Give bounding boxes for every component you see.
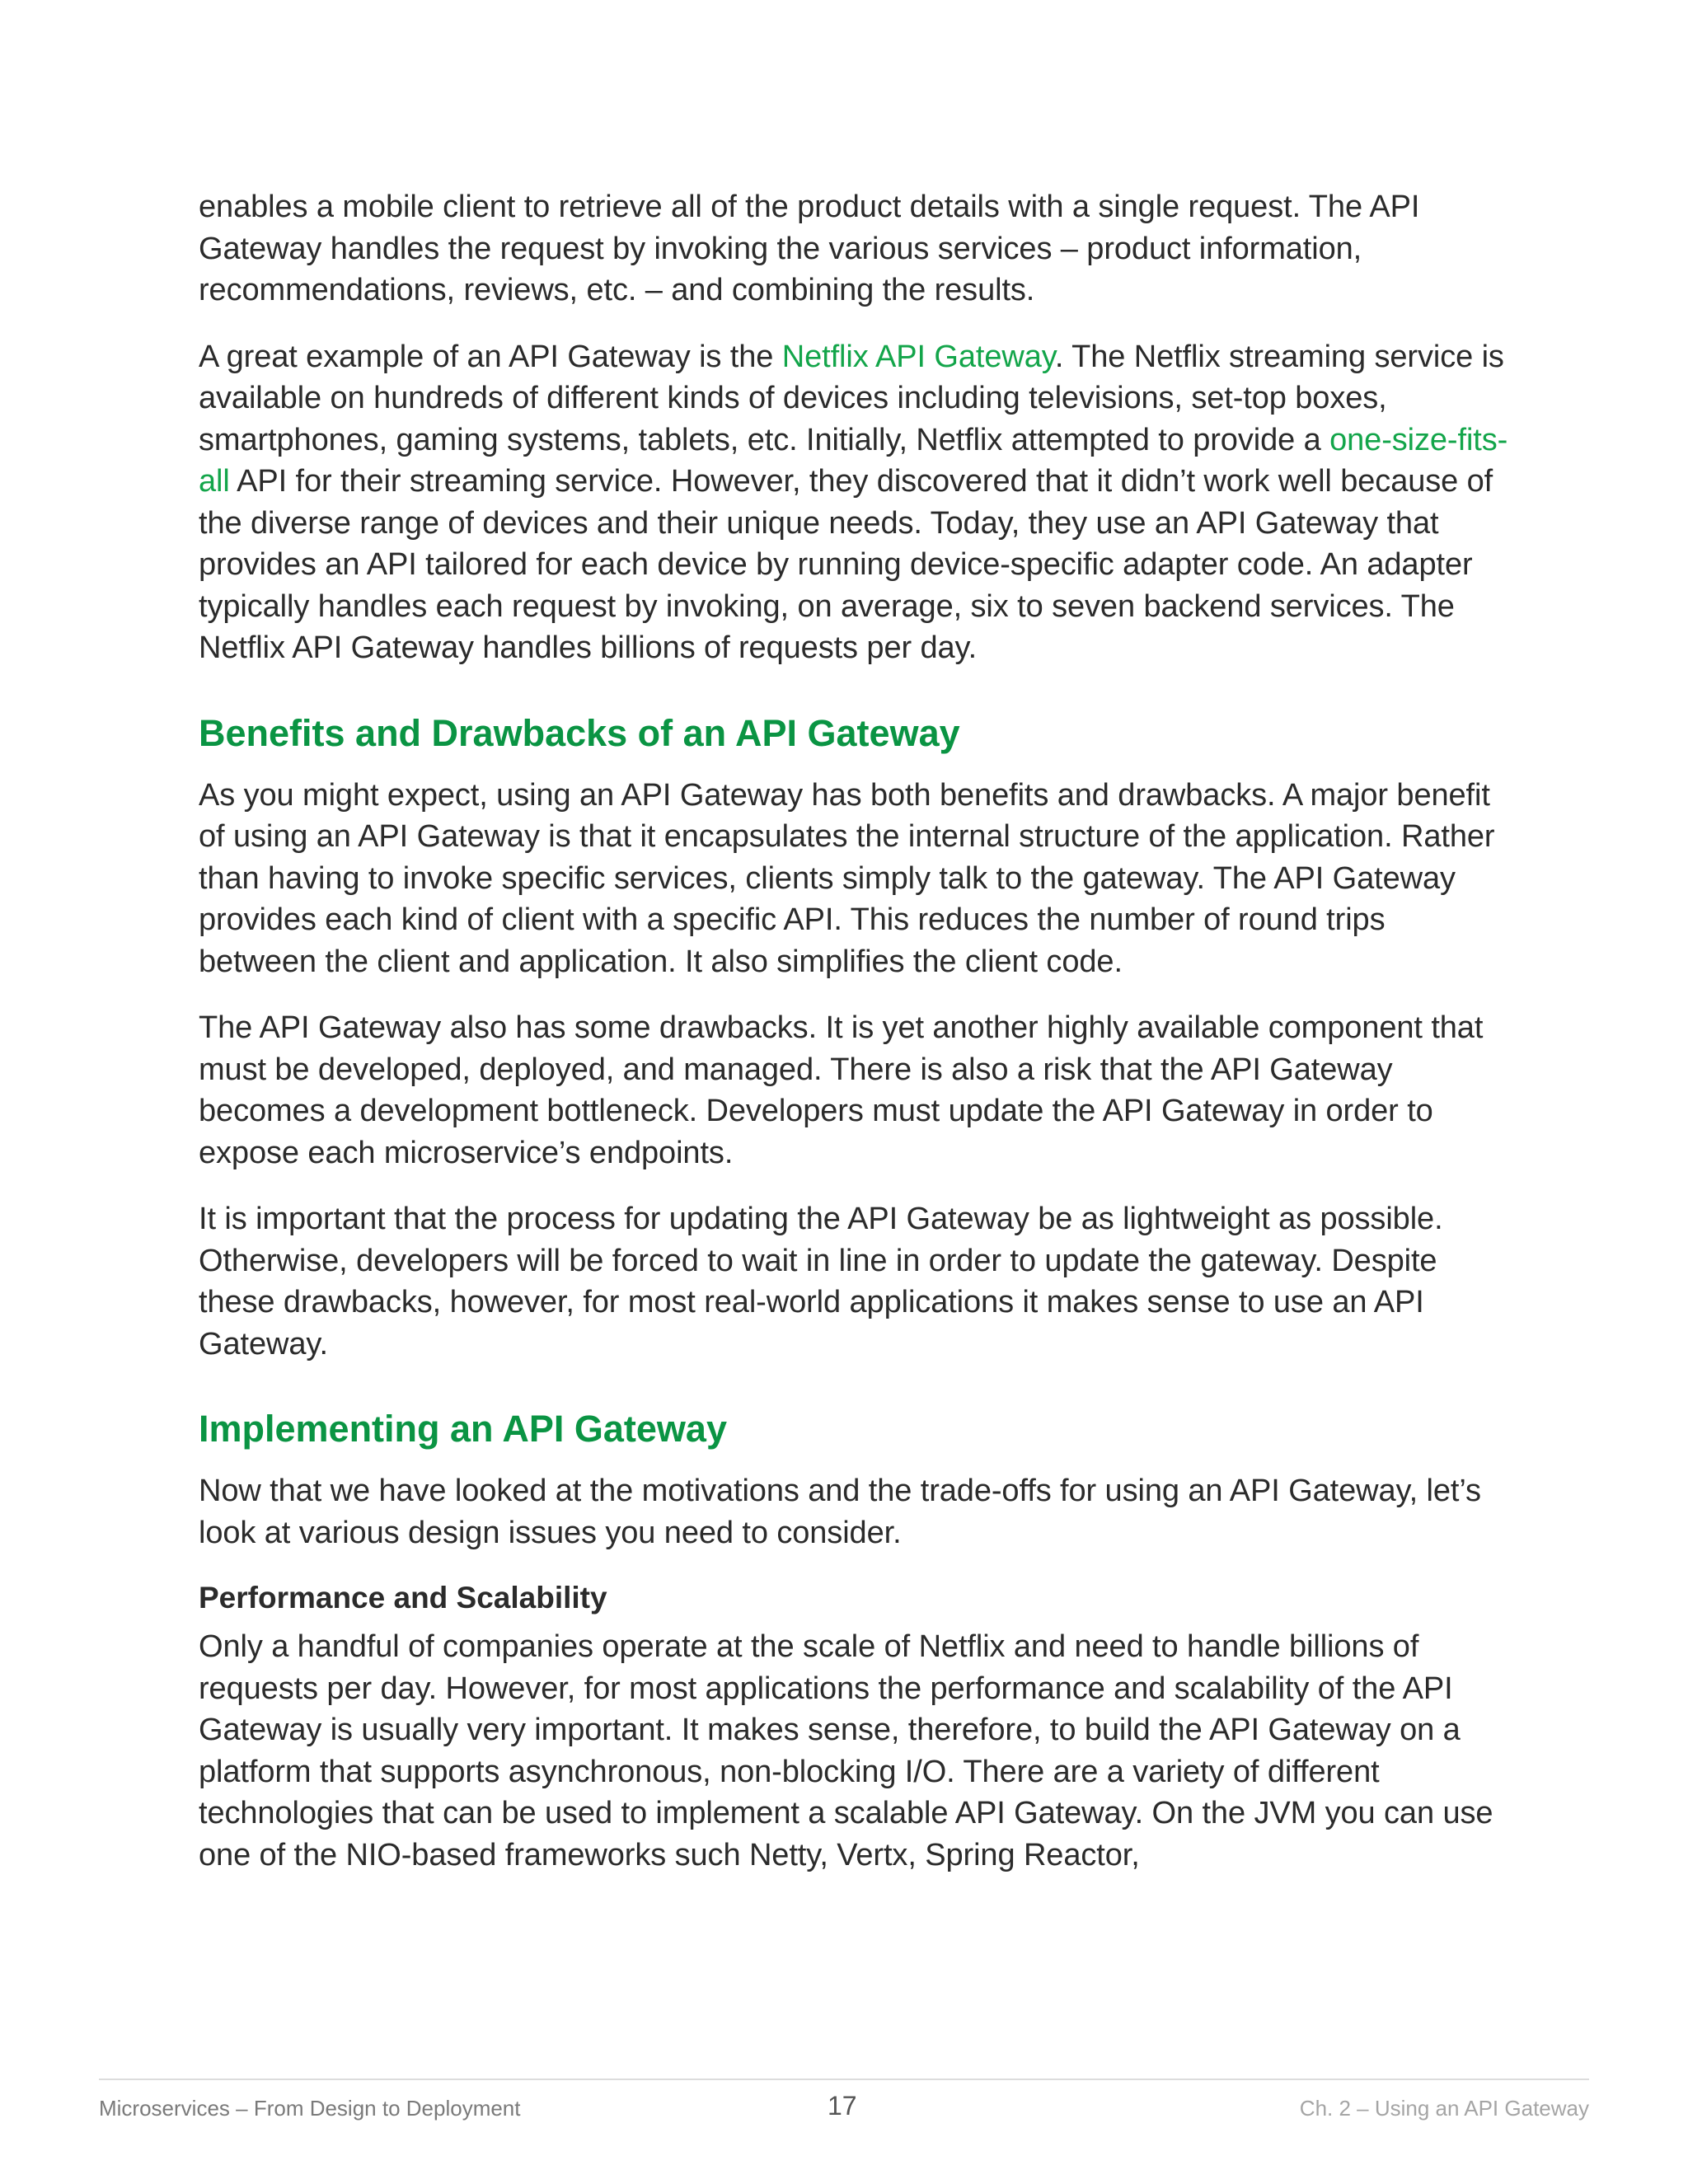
paragraph-lightweight-process: It is important that the process for updating the API Gateway be as lightweight as possible. Otherwise, developers will be forced to wait in line in order to update the gateway. Despite these drawbacks, however, for most real-world applications it makes sense to use an API Gateway. — [199, 1202, 1443, 1361]
paragraph-netflix-example — [199, 336, 1509, 669]
footer-book-title: Microservices – From Design to Deployment — [99, 2096, 521, 2121]
paragraph-design-issues: Now that we have looked at the motivations and the trade-offs for using an API Gateway, let’s look at various design issues you need to consider. — [199, 1474, 1481, 1550]
page-content — [199, 186, 1509, 1900]
one-size-fits-all-link[interactable]: one-size-fits-all — [199, 422, 1508, 499]
paragraph-benefits: As you might expect, using an API Gateway has both benefits and drawbacks. A major benefit of using an API Gateway is that it encapsulates the internal structure of the application. Rather than having to invoke specific services, clients simply talk to the gateway. The API Gateway provides each kind of client with a specific API. This reduces the number of round trips between the client and application. It also simplifies the client code. — [199, 777, 1495, 979]
netflix-text-c: API for their streaming service. However, they discovered that it didn’t work well because of the diverse range of devices and their unique needs. Today, they use an API Gateway that provides an API tailored for each device by running device-specific adapter code. An adapter typically handles each request by invoking, on average, six to seven backend services. The Netflix API Gateway handles billions of requests per day. — [199, 464, 1493, 665]
netflix-text-a: A great example of an API Gateway is the — [199, 339, 782, 374]
paragraph-drawbacks: The API Gateway also has some drawbacks. It is yet another highly available component that must be developed, deployed, and managed. There is also a risk that the API Gateway becomes a development bottleneck. Developers must update the API Gateway in order to expose each microservice’s endpoints. — [199, 1010, 1484, 1170]
footer-page-number: 17 — [828, 2091, 857, 2121]
heading-benefits-drawbacks: Benefits and Drawbacks of an API Gateway — [199, 711, 960, 754]
heading-implementing: Implementing an API Gateway — [199, 1408, 727, 1450]
netflix-text-b: . The Netflix streaming service is available on hundreds of different kinds of devices including televisions, set-top boxes, smartphones, gaming systems, tablets, etc. Initially, Netflix attempted to provide a — [199, 339, 1504, 457]
paragraph-performance: Only a handful of companies operate at the scale of Netflix and need to handle billions of requests per day. However, for most applications the performance and scalability of the API Gateway is usually very important. It makes sense, therefore, to build the API Gateway on a platform that supports asynchronous, non-blocking I/O. There are a variety of different technologies that can be used to implement a scalable API Gateway. On the JVM you can use one of the NIO-based frameworks such Netty, Vertx, Spring Reactor, — [199, 1629, 1493, 1872]
footer-chapter-title: Ch. 2 – Using an API Gateway — [1299, 2096, 1589, 2121]
subheading-performance-scalability: Performance and Scalability — [199, 1581, 607, 1615]
paragraph-intro-continued: enables a mobile client to retrieve all of the product details with a single request. The API Gateway handles the request by invoking the various services – product information, recommendations, reviews, etc. – and combining the results. — [199, 190, 1420, 307]
footer-divider — [99, 2079, 1589, 2080]
netflix-api-gateway-link[interactable]: Netflix API Gateway — [781, 339, 1055, 374]
